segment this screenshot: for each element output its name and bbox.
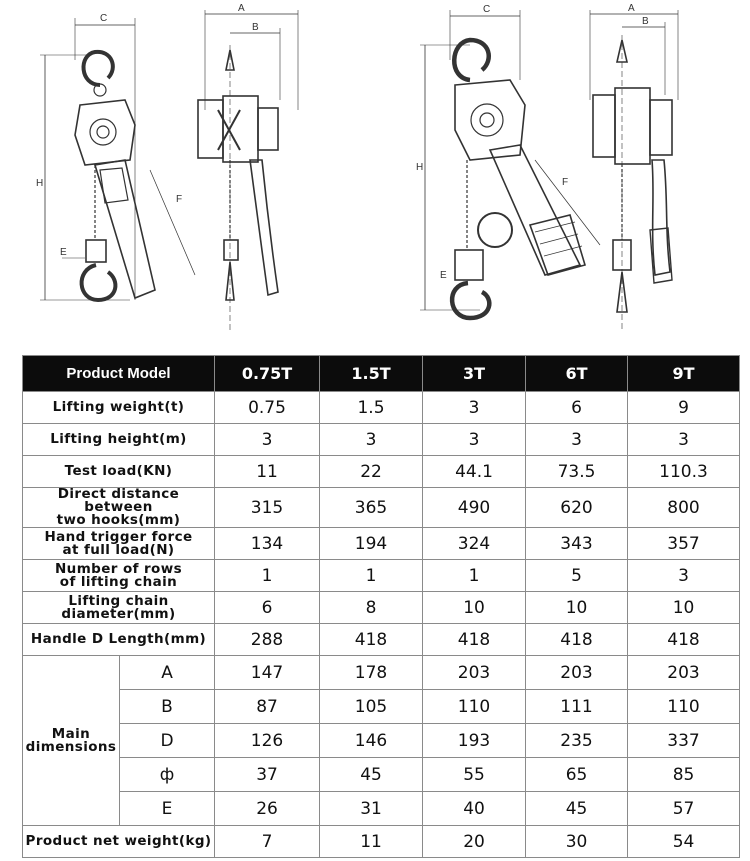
param-label: Product net weight(kg) xyxy=(23,826,215,858)
cell-value: 147 xyxy=(215,656,320,690)
dimension-key: ф xyxy=(120,758,215,792)
cell-value: 3 xyxy=(320,424,423,456)
cell-value: 105 xyxy=(320,690,423,724)
label-b-right: B xyxy=(642,16,649,27)
right-front-view xyxy=(420,10,600,318)
param-label-line2: diameter(mm) xyxy=(61,605,176,622)
cell-value: 1.5 xyxy=(320,392,423,424)
param-label-line1: Number of rows xyxy=(54,560,183,577)
cell-value: 31 xyxy=(320,792,423,826)
param-label-line1: Direct distance between xyxy=(57,486,180,515)
cell-value: 6 xyxy=(215,592,320,624)
cell-value: 1 xyxy=(423,560,526,592)
param-label: Handle D Length(mm) xyxy=(23,624,215,656)
hoist-drawings-svg xyxy=(0,0,750,345)
cell-value: 193 xyxy=(423,724,526,758)
cell-value: 203 xyxy=(423,656,526,690)
cell-value: 418 xyxy=(423,624,526,656)
cell-value: 11 xyxy=(215,456,320,488)
label-a-right: A xyxy=(628,3,635,14)
cell-value: 10 xyxy=(526,592,628,624)
cell-value: 65 xyxy=(526,758,628,792)
cell-value: 3 xyxy=(526,424,628,456)
cell-value: 11 xyxy=(320,826,423,858)
dimension-key: D xyxy=(120,724,215,758)
cell-value: 3 xyxy=(423,392,526,424)
cell-value: 10 xyxy=(423,592,526,624)
cell-value: 20 xyxy=(423,826,526,858)
dimension-key: A xyxy=(120,656,215,690)
cell-value: 126 xyxy=(215,724,320,758)
cell-value: 418 xyxy=(628,624,740,656)
technical-drawings xyxy=(0,0,750,345)
param-label xyxy=(23,560,215,592)
spec-table xyxy=(22,355,740,858)
cell-value: 203 xyxy=(526,656,628,690)
cell-value: 37 xyxy=(215,758,320,792)
main-dimensions-line2: dimensions xyxy=(25,738,117,755)
dimension-row xyxy=(23,690,740,724)
dimension-key: B xyxy=(120,690,215,724)
cell-value: 10 xyxy=(628,592,740,624)
cell-value: 111 xyxy=(526,690,628,724)
cell-value: 418 xyxy=(526,624,628,656)
cell-value: 55 xyxy=(423,758,526,792)
cell-value: 44.1 xyxy=(423,456,526,488)
cell-value: 343 xyxy=(526,528,628,560)
cell-value: 3 xyxy=(215,424,320,456)
header-model: 9T xyxy=(628,356,740,392)
cell-value: 800 xyxy=(628,488,740,528)
cell-value: 194 xyxy=(320,528,423,560)
cell-value: 40 xyxy=(423,792,526,826)
header-row xyxy=(23,356,740,392)
cell-value: 1 xyxy=(320,560,423,592)
param-label-line2: two hooks(mm) xyxy=(56,512,181,528)
cell-value: 110.3 xyxy=(628,456,740,488)
cell-value: 134 xyxy=(215,528,320,560)
label-e-right: E xyxy=(440,270,447,281)
dimension-key: E xyxy=(120,792,215,826)
cell-value: 365 xyxy=(320,488,423,528)
label-e-left: E xyxy=(60,247,67,258)
label-h-left: H xyxy=(36,178,44,189)
cell-value: 110 xyxy=(423,690,526,724)
label-c-left: C xyxy=(100,13,108,24)
cell-value: 73.5 xyxy=(526,456,628,488)
right-side-view xyxy=(590,10,678,330)
param-label xyxy=(23,592,215,624)
param-label-line1: Hand trigger force xyxy=(44,528,193,545)
table-row xyxy=(23,488,740,528)
main-dimensions-label xyxy=(23,656,120,826)
header-model: 6T xyxy=(526,356,628,392)
param-label: Lifting height(m) xyxy=(23,424,215,456)
dimension-row xyxy=(23,724,740,758)
cell-value: 324 xyxy=(423,528,526,560)
param-label-line2: at full load(N) xyxy=(62,541,175,558)
param-label: Lifting weight(t) xyxy=(23,392,215,424)
cell-value: 3 xyxy=(628,424,740,456)
cell-value: 178 xyxy=(320,656,423,690)
cell-value: 357 xyxy=(628,528,740,560)
dimension-row xyxy=(23,656,740,690)
label-a-left: A xyxy=(238,3,245,14)
cell-value: 26 xyxy=(215,792,320,826)
cell-value: 87 xyxy=(215,690,320,724)
param-label-line2: of lifting chain xyxy=(59,573,178,590)
label-f-right: F xyxy=(562,177,569,188)
cell-value: 8 xyxy=(320,592,423,624)
cell-value: 3 xyxy=(423,424,526,456)
left-side-view xyxy=(198,10,298,330)
cell-value: 146 xyxy=(320,724,423,758)
table-row xyxy=(23,560,740,592)
label-b-left: B xyxy=(252,22,259,33)
main-dimensions-line1: Main xyxy=(51,725,91,742)
cell-value: 620 xyxy=(526,488,628,528)
cell-value: 45 xyxy=(526,792,628,826)
label-c-right: C xyxy=(483,4,491,15)
cell-value: 203 xyxy=(628,656,740,690)
param-label xyxy=(23,528,215,560)
cell-value: 490 xyxy=(423,488,526,528)
cell-value: 54 xyxy=(628,826,740,858)
dimension-row xyxy=(23,758,740,792)
label-f-left: F xyxy=(176,194,183,205)
label-h-right: H xyxy=(416,162,424,173)
table-row xyxy=(23,826,740,858)
cell-value: 418 xyxy=(320,624,423,656)
cell-value: 7 xyxy=(215,826,320,858)
param-label xyxy=(23,488,215,528)
param-label: Test load(KN) xyxy=(23,456,215,488)
cell-value: 337 xyxy=(628,724,740,758)
cell-value: 0.75 xyxy=(215,392,320,424)
header-model: 3T xyxy=(423,356,526,392)
table-row xyxy=(23,392,740,424)
table-row xyxy=(23,456,740,488)
table-row xyxy=(23,592,740,624)
table-row xyxy=(23,424,740,456)
cell-value: 288 xyxy=(215,624,320,656)
header-model: 0.75T xyxy=(215,356,320,392)
header-product-model: Product Model xyxy=(23,356,215,392)
cell-value: 22 xyxy=(320,456,423,488)
cell-value: 30 xyxy=(526,826,628,858)
cell-value: 45 xyxy=(320,758,423,792)
param-label-line1: Lifting chain xyxy=(68,592,169,609)
cell-value: 1 xyxy=(215,560,320,592)
cell-value: 9 xyxy=(628,392,740,424)
table-row xyxy=(23,624,740,656)
cell-value: 110 xyxy=(628,690,740,724)
cell-value: 315 xyxy=(215,488,320,528)
cell-value: 235 xyxy=(526,724,628,758)
cell-value: 6 xyxy=(526,392,628,424)
cell-value: 57 xyxy=(628,792,740,826)
header-model: 1.5T xyxy=(320,356,423,392)
cell-value: 85 xyxy=(628,758,740,792)
cell-value: 5 xyxy=(526,560,628,592)
table-row xyxy=(23,528,740,560)
dimension-row xyxy=(23,792,740,826)
cell-value: 3 xyxy=(628,560,740,592)
